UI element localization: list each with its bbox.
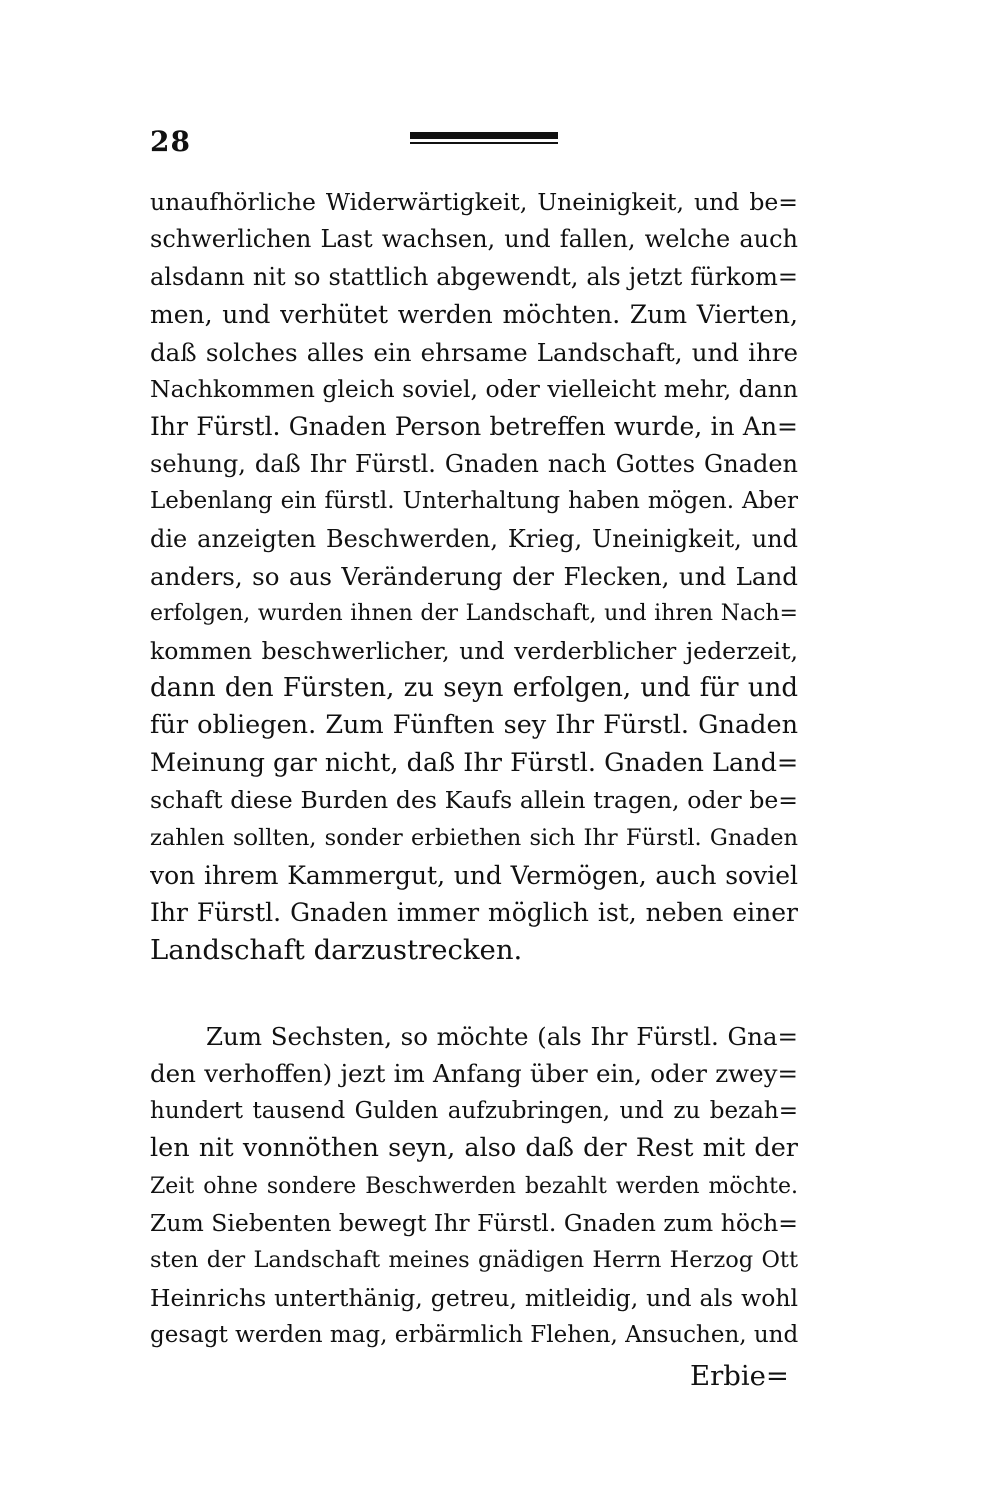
text-line: sehung, daß Ihr Fürstl. Gnaden nach Gottes Gnaden [150, 449, 798, 478]
text-line: die anzeigten Beschwerden, Krieg, Uneinigkeit, und [150, 524, 798, 553]
text-line: schwerlichen Last wachsen, und fallen, welche auch [150, 225, 798, 254]
text-line: unaufhörliche Widerwärtigkeit, Uneinigkeit, und be= [150, 188, 798, 216]
header-rule-thick [410, 132, 558, 139]
page-number: 28 [150, 125, 191, 158]
text-line: anders, so aus Veränderung der Flecken, und Land [150, 561, 798, 591]
text-line: Landschaft darzustrecken. [150, 933, 523, 966]
text-line: zahlen sollten, sonder erbiethen sich Ihr Fürstl. Gnaden [150, 824, 798, 851]
text-line: den verhoffen) jezt im Anfang über ein, oder zwey= [150, 1059, 798, 1089]
catchword: Erbie= [690, 1360, 789, 1392]
header-rule [410, 132, 558, 146]
text-line: daß solches alles ein ehrsame Landschaft, und ihre [150, 337, 798, 367]
paragraph-2 [150, 1018, 798, 1355]
text-line: Heinrichs unterthänig, getreu, mitleidig, und als wohl [150, 1283, 798, 1312]
text-line: Zum Siebenten bewegt Ihr Fürstl. Gnaden zum höch= [150, 1208, 798, 1237]
text-line: hundert tausend Gulden aufzubringen, und zu bezah= [150, 1097, 798, 1124]
text-line: gesagt werden mag, erbärmlich Flehen, Ansuchen, und [150, 1322, 798, 1349]
text-line: schaft diese Burden des Kaufs allein tragen, oder be= [150, 786, 798, 815]
text-line: Lebenlang ein fürstl. Unterhaltung haben mögen. Aber [150, 488, 798, 515]
text-line: Meinung gar nicht, daß Ihr Fürstl. Gnaden Land= [150, 747, 798, 778]
header-rule-thin [410, 142, 558, 144]
text-line: sten der Landschaft meines gnädigen Herrn Herzog Ott [150, 1247, 798, 1274]
text-line: erfolgen, wurden ihnen der Landschaft, und ihren Nach= [150, 601, 798, 627]
text-line: Zeit ohne sondere Beschwerden bezahlt werden möchte. [150, 1173, 798, 1199]
text-line: Nachkommen gleich soviel, oder vielleicht mehr, dann [150, 374, 798, 403]
text-line: alsdann nit so stattlich abgewendt, als jetzt fürkom= [150, 262, 798, 291]
text-line: men, und verhütet werden möchten. Zum Vierten, [150, 300, 798, 330]
text-line: von ihrem Kammergut, und Vermögen, auch soviel [150, 861, 798, 891]
text-line: für obliegen. Zum Fünften sey Ihr Fürstl. Gnaden [150, 710, 798, 741]
text-line: kommen beschwerlicher, und verderblicher jederzeit, [150, 636, 798, 665]
text-line: Ihr Fürstl. Gnaden Person betreffen wurde, in An= [150, 412, 798, 442]
text-line: dann den Fürsten, zu seyn erfolgen, und für und [150, 673, 798, 704]
text-line: Ihr Fürstl. Gnaden immer möglich ist, neben einer [150, 898, 798, 928]
text-line: len nit vonnöthen seyn, also daß der Rest mit der [150, 1133, 798, 1164]
paragraph-1 [150, 184, 798, 969]
text-line: Zum Sechsten, so möchte (als Ihr Fürstl. Gna= [206, 1022, 798, 1051]
